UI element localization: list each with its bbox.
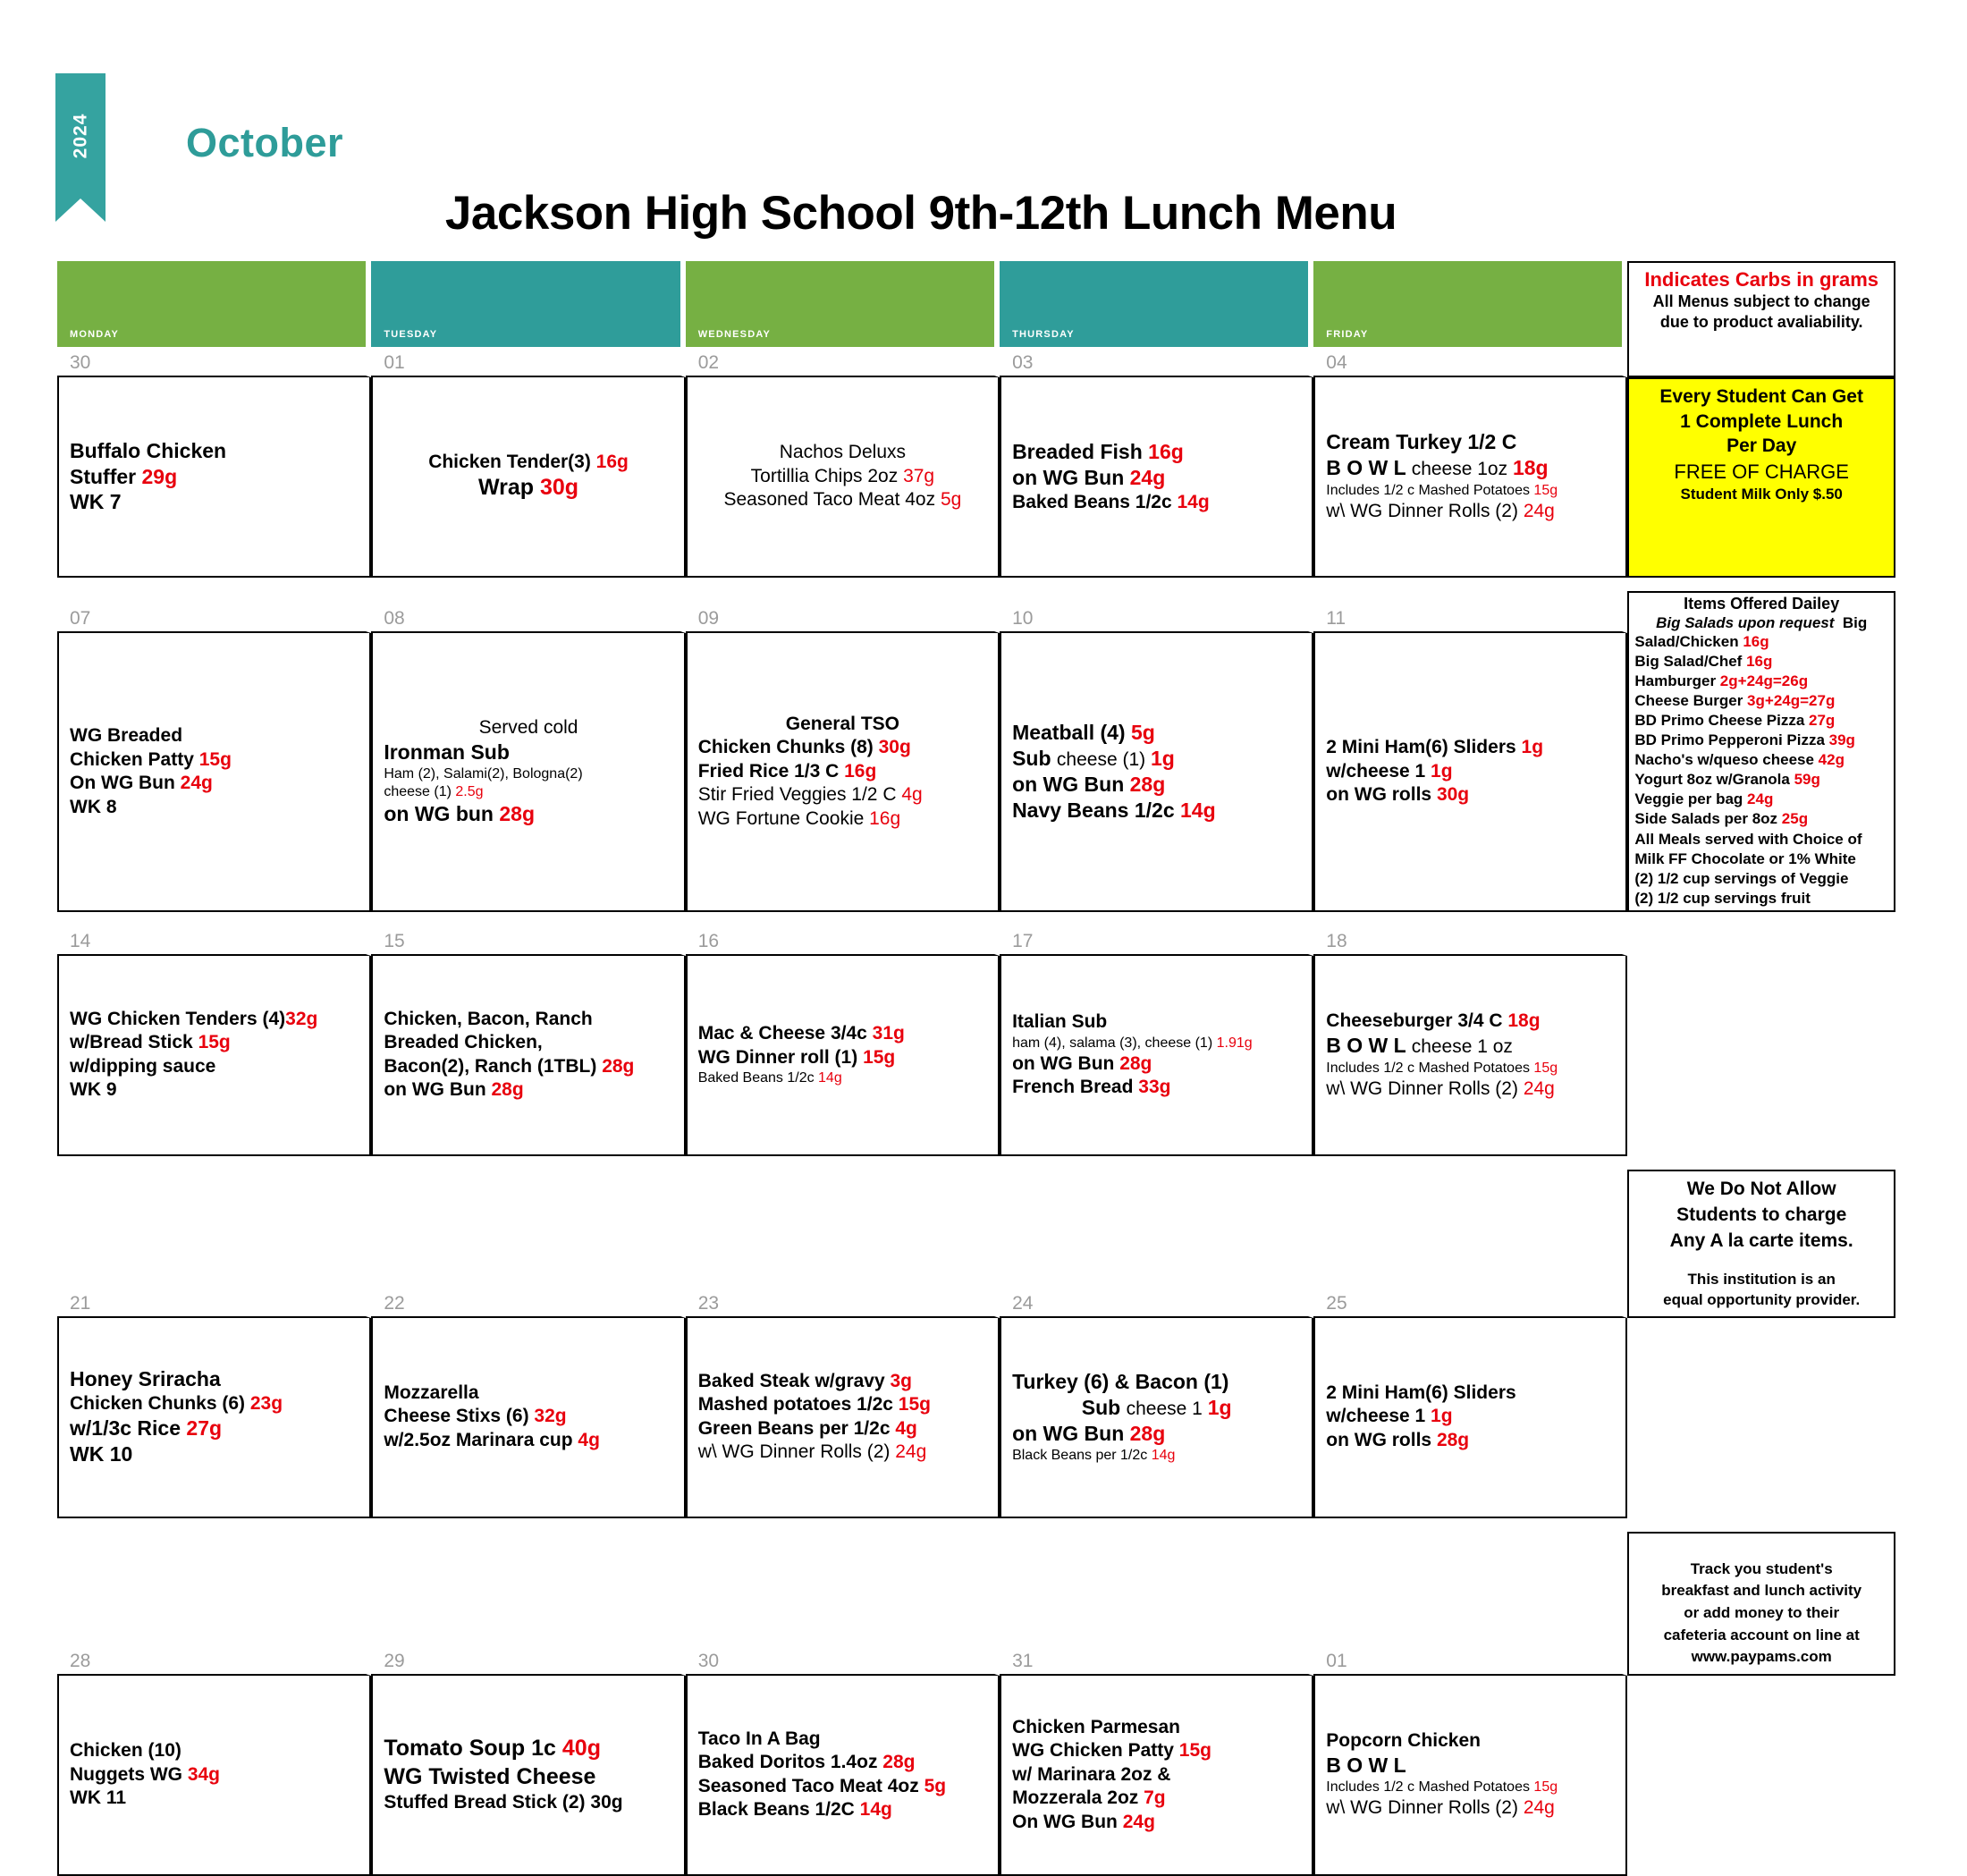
month-label: October — [186, 120, 344, 165]
paypams-line-5: www.paypams.com — [1691, 1648, 1832, 1666]
date-number: 31 — [1000, 1532, 1313, 1676]
daily-items-box — [1627, 591, 1895, 912]
paypams-notice — [1627, 1532, 1895, 1676]
year-ribbon — [55, 73, 106, 199]
date-number: 01 — [371, 347, 685, 377]
date-number: 17 — [1000, 925, 1313, 956]
date-number: 10 — [1000, 591, 1313, 633]
free-lunch-notice — [1627, 377, 1895, 578]
day-header-friday: FRIDAY — [1313, 261, 1627, 347]
week-row — [57, 956, 1895, 1156]
menu-cell[interactable]: Tomato Soup 1c 40g WG Twisted Cheese Stuffed Bread Stick (2) 30g — [371, 1676, 685, 1876]
daily-item: (2) 1/2 cup servings of Veggie — [1634, 869, 1849, 887]
date-number: 21 — [57, 1170, 371, 1318]
date-number: 25 — [1313, 1170, 1627, 1318]
daily-item: All Meals served with Choice of — [1634, 830, 1862, 848]
week-spacer — [57, 1156, 1895, 1170]
date-number: 04 — [1313, 347, 1627, 377]
daily-item: Milk FF Chocolate or 1% White — [1634, 849, 1856, 867]
menu-cell[interactable]: Chicken, Bacon, Ranch Breaded Chicken, Bacon(2), Ranch (1TBL) 28g on WG Bun 28g — [371, 956, 685, 1156]
free-lunch-line-1: Every Student Can Get — [1659, 386, 1863, 407]
date-number: 22 — [371, 1170, 685, 1318]
menu-cell[interactable]: Cream Turkey 1/2 C B O W L cheese 1oz 18g Includes 1/2 c Mashed Potatoes 15g w\ WG Dinner Rolls (2) 24g — [1313, 377, 1627, 578]
legend-heading: Indicates Carbs in grams — [1644, 268, 1879, 291]
legend-box — [1627, 261, 1895, 377]
menu-cell[interactable]: WG Chicken Tenders (4)32g w/Bread Stick 15g w/dipping sauce WK 9 — [57, 956, 371, 1156]
ribbon-year-label: 2024 — [70, 113, 90, 159]
menu-cell[interactable]: General TSO Chicken Chunks (8) 30g Fried Rice 1/3 C 16g Stir Fried Veggies 1/2 C 4g WG Fortune Cookie 16g — [686, 633, 1000, 912]
daily-item: Veggie per bag 24g — [1634, 790, 1774, 808]
daily-item: Yogurt 8oz w/Granola 59g — [1634, 771, 1820, 789]
date-number: 30 — [57, 347, 371, 377]
date-number: 07 — [57, 591, 371, 633]
date-number: 11 — [1313, 591, 1627, 633]
menu-cell[interactable]: Italian Sub ham (4), salama (3), cheese (1) 1.91g on WG Bun 28g French Bread 33g — [1000, 956, 1313, 1156]
paypams-line-4: cafeteria account on line at — [1663, 1626, 1860, 1644]
date-number: 30 — [686, 1532, 1000, 1676]
free-lunch-line-4: FREE OF CHARGE — [1674, 461, 1849, 484]
free-lunch-line-3: Per Day — [1726, 435, 1797, 457]
calendar-table — [57, 261, 1895, 1876]
date-number: 23 — [686, 1170, 1000, 1318]
daily-item: BD Primo Cheese Pizza 27g — [1634, 711, 1836, 729]
no-charge-line-3: Any A la carte items. — [1669, 1230, 1853, 1251]
legend-line-2: due to product avaliability. — [1659, 312, 1863, 331]
date-number: 28 — [57, 1532, 371, 1676]
menu-cell[interactable]: Served cold Ironman Sub Ham (2), Salami(2), Bologna(2) cheese (1) 2.5g on WG bun 28g — [371, 633, 685, 912]
date-number: 24 — [1000, 1170, 1313, 1318]
day-header-row — [57, 261, 1895, 347]
day-header-thursday: THURSDAY — [1000, 261, 1313, 347]
menu-cell[interactable]: Chicken Tender(3) 16g Wrap 30g — [371, 377, 685, 578]
date-number: 08 — [371, 591, 685, 633]
daily-items-title: Items Offered Dailey — [1684, 595, 1840, 613]
week-row — [57, 377, 1895, 578]
date-row — [57, 1532, 1895, 1676]
no-charge-line-5: equal opportunity provider. — [1663, 1291, 1861, 1309]
day-header-tuesday: TUESDAY — [371, 261, 685, 347]
daily-item: (2) 1/2 cup servings fruit — [1634, 889, 1811, 907]
date-number: 29 — [371, 1532, 685, 1676]
no-charge-notice — [1627, 1170, 1895, 1318]
menu-cell[interactable]: Breaded Fish 16g on WG Bun 24g Baked Beans 1/2c 14g — [1000, 377, 1313, 578]
date-number: 15 — [371, 925, 685, 956]
no-charge-line-4: This institution is an — [1687, 1270, 1836, 1288]
daily-item: Hamburger 2g+24g=26g — [1634, 672, 1809, 689]
menu-cell[interactable]: Honey Sriracha Chicken Chunks (6) 23g w/1/3c Rice 27g WK 10 — [57, 1318, 371, 1518]
menu-cell[interactable]: Buffalo Chicken Stuffer 29g WK 7 — [57, 377, 371, 578]
menu-cell[interactable]: Taco In A Bag Baked Doritos 1.4oz 28g Seasoned Taco Meat 4oz 5g Black Beans 1/2C 14g — [686, 1676, 1000, 1876]
day-header-wednesday: WEDNESDAY — [686, 261, 1000, 347]
date-number: 03 — [1000, 347, 1313, 377]
free-lunch-line-5: Student Milk Only $.50 — [1680, 486, 1843, 503]
menu-cell[interactable]: Mac & Cheese 3/4c 31g WG Dinner roll (1) 15g Baked Beans 1/2c 14g — [686, 956, 1000, 1156]
menu-cell[interactable]: Mozzarella Cheese Stixs (6) 32g w/2.5oz Marinara cup 4g — [371, 1318, 685, 1518]
menu-cell[interactable]: Meatball (4) 5g Sub cheese (1) 1g on WG Bun 28g Navy Beans 1/2c 14g — [1000, 633, 1313, 912]
menu-cell[interactable]: Nachos Deluxs Tortillia Chips 2oz 37g Seasoned Taco Meat 4oz 5g — [686, 377, 1000, 578]
week-row — [57, 1318, 1895, 1518]
paypams-line-3: or add money to their — [1684, 1604, 1840, 1621]
paypams-line-2: breakfast and lunch activity — [1661, 1582, 1862, 1600]
date-row — [57, 347, 1895, 377]
menu-cell[interactable]: 2 Mini Ham(6) Sliders w/cheese 1 1g on WG rolls 28g — [1313, 1318, 1627, 1518]
date-number: 09 — [686, 591, 1000, 633]
menu-cell[interactable]: Turkey (6) & Bacon (1) Sub cheese 1 1g on WG Bun 28g Black Beans per 1/2c 14g — [1000, 1318, 1313, 1518]
date-number: 16 — [686, 925, 1000, 956]
menu-cell[interactable]: Popcorn Chicken B O W L Includes 1/2 c Mashed Potatoes 15g w\ WG Dinner Rolls (2) 24g — [1313, 1676, 1627, 1876]
menu-cell[interactable]: Baked Steak w/gravy 3g Mashed potatoes 1/2c 15g Green Beans per 1/2c 4g w\ WG Dinner Rolls (2) 24g — [686, 1318, 1000, 1518]
menu-cell[interactable]: Chicken (10) Nuggets WG 34g WK 11 — [57, 1676, 371, 1876]
week-spacer — [57, 912, 1895, 925]
date-row — [57, 1170, 1895, 1318]
week-spacer — [57, 578, 1895, 591]
date-row — [57, 925, 1895, 956]
daily-items-subtitle: Big Salads upon request Big — [1656, 613, 1868, 631]
daily-item: Salad/Chicken 16g — [1634, 632, 1769, 650]
daily-item: Side Salads per 8oz 25g — [1634, 810, 1809, 828]
menu-cell[interactable]: 2 Mini Ham(6) Sliders 1g w/cheese 1 1g on WG rolls 30g — [1313, 633, 1627, 912]
date-row — [57, 591, 1895, 633]
daily-item: Nacho's w/queso cheese 42g — [1634, 751, 1845, 769]
date-number: 01 — [1313, 1532, 1627, 1676]
page-title: Jackson High School 9th-12th Lunch Menu — [444, 187, 1397, 240]
menu-cell[interactable]: Chicken Parmesan WG Chicken Patty 15g w/ Marinara 2oz & Mozzerala 2oz 7g On WG Bun 24g — [1000, 1676, 1313, 1876]
paypams-line-1: Track you student's — [1690, 1559, 1833, 1577]
no-charge-line-2: Students to charge — [1676, 1204, 1847, 1225]
free-lunch-line-2: 1 Complete Lunch — [1680, 410, 1844, 432]
date-number: 14 — [57, 925, 371, 956]
week-row — [57, 633, 1895, 912]
menu-cell[interactable]: WG Breaded Chicken Patty 15g On WG Bun 24g WK 8 — [57, 633, 371, 912]
no-charge-line-1: We Do Not Allow — [1686, 1178, 1836, 1199]
week-row — [57, 1676, 1895, 1876]
day-header-monday: MONDAY — [57, 261, 371, 347]
menu-cell[interactable]: Cheeseburger 3/4 C 18g B O W L cheese 1 oz Includes 1/2 c Mashed Potatoes 15g w\ WG Dinner Rolls (2) 24g — [1313, 956, 1627, 1156]
legend-line-1: All Menus subject to change — [1652, 292, 1870, 311]
daily-item: Big Salad/Chef 16g — [1634, 652, 1773, 670]
date-number: 02 — [686, 347, 1000, 377]
date-number: 18 — [1313, 925, 1627, 956]
daily-item: BD Primo Pepperoni Pizza 39g — [1634, 731, 1855, 749]
daily-item: Cheese Burger 3g+24g=27g — [1634, 691, 1836, 709]
